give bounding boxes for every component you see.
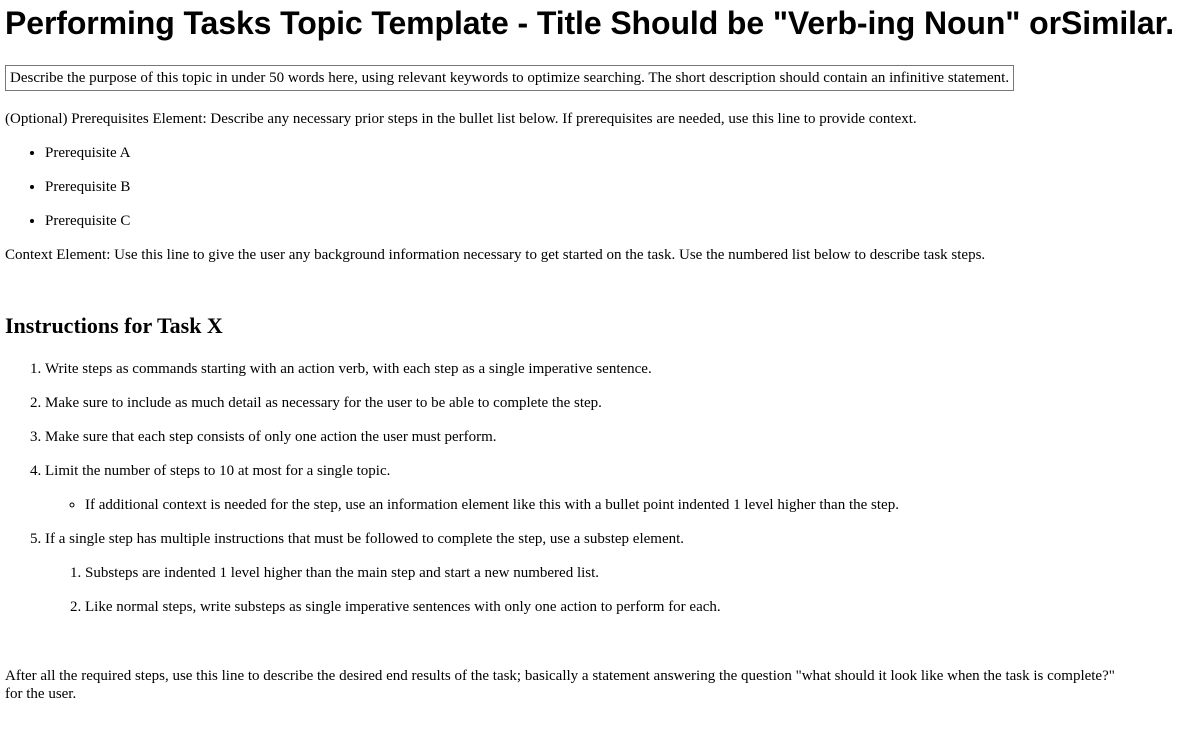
step-info-item: ◦ If additional context is needed for the step, use an information element like this with a bullet point indented 1 level higher than the step.: [85, 496, 1185, 514]
step-item: [45, 360, 1185, 378]
prerequisite-item: • Prerequisite B: [45, 178, 1185, 196]
step-text: If a single step has multiple instructions that must be followed to complete the step, use a substep element.: [45, 531, 685, 547]
context-element: Context Element: Use this line to give the user any background information necessary to get started on the task. Use the numbered list below to describe task steps.: [5, 247, 986, 263]
step-item: [45, 462, 1185, 514]
section-heading: Instructions for Task X: [5, 313, 223, 338]
result-element: After all the required steps, use this line to describe the desired end results of the task; basically a statement answering the question "what should it look like when the task is complete?" for the user.: [5, 668, 1115, 702]
prerequisite-item: • Prerequisite A: [45, 144, 1185, 162]
step-text: Write steps as commands starting with an action verb, with each step as a single imperative sentence.: [45, 361, 652, 377]
substep-item: 2. Like normal steps, write substeps as single imperative sentences with only one action to perform for each.: [85, 598, 1185, 616]
step-text: Make sure to include as much detail as necessary for the user to be able to complete the step.: [45, 395, 602, 411]
substeps-list: [45, 564, 1185, 616]
step-text: Make sure that each step consists of only one action the user must perform.: [45, 429, 497, 445]
page-title: Performing Tasks Topic Template - Title Should be "Verb-ing Noun" orSimilar.: [5, 5, 1174, 41]
short-description: Describe the purpose of this topic in under 50 words here, using relevant keywords to optimize searching. The short description should contain an infinitive statement.: [5, 65, 1014, 91]
step-text: Limit the number of steps to 10 at most for a single topic.: [45, 463, 391, 479]
step-info-list: [45, 496, 1185, 514]
prerequisites-intro: (Optional) Prerequisites Element: Describe any necessary prior steps in the bullet list below. If prerequisites are needed, use this line to provide context.: [5, 111, 917, 127]
prerequisite-item: • Prerequisite C: [45, 212, 1185, 230]
step-item: [45, 428, 1185, 446]
substep-item: 1. Substeps are indented 1 level higher than the main step and start a new numbered list.: [85, 564, 1185, 582]
steps-list: [5, 360, 1185, 616]
prerequisites-list: [5, 144, 1185, 230]
document-page: [5, 0, 1185, 703]
step-item: [45, 394, 1185, 412]
step-item: [45, 530, 1185, 616]
